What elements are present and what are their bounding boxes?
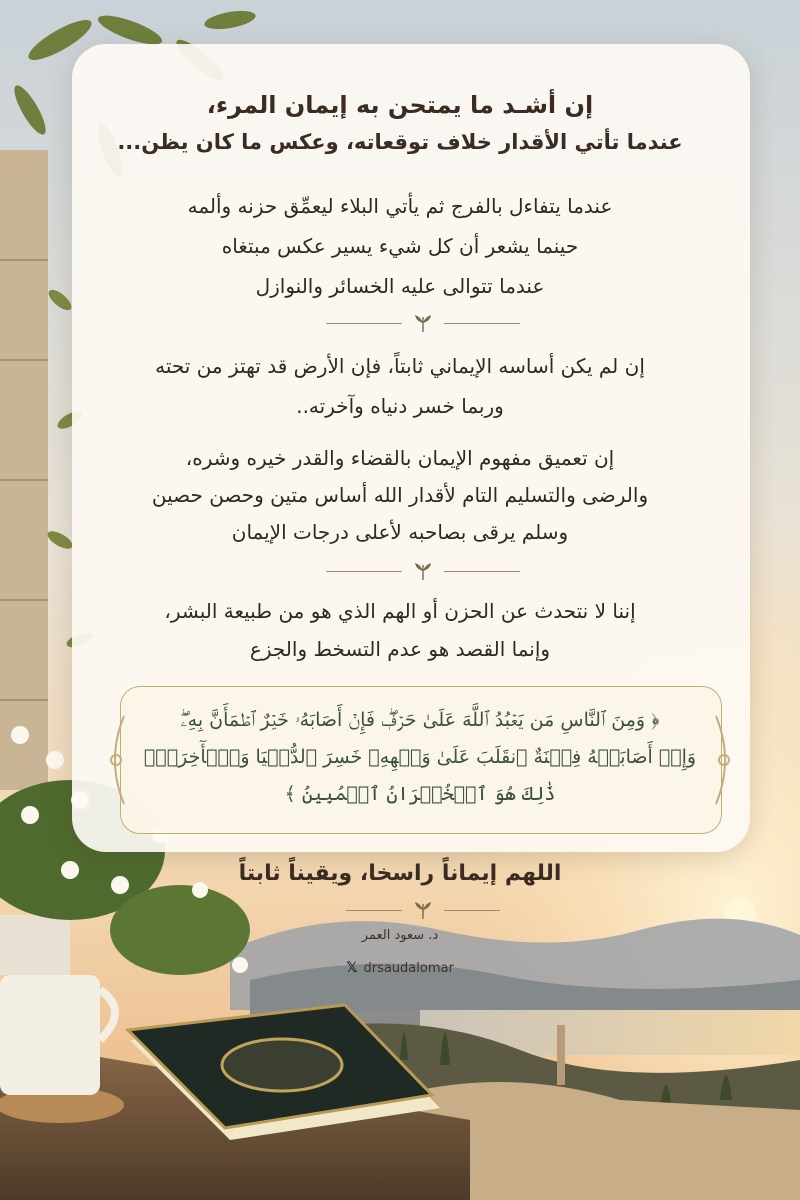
paragraph-line: وإنما القصد هو عدم التسخط والجزع	[249, 637, 551, 661]
verse-line: ﴿ وَمِنَ ٱلنَّاسِ مَن يَعۡبُدُ ٱللَّهَ عَلَىٰ حَرۡفٖۖ فَإِنۡ أَصَابَهُۥ خَيۡرٌ ٱطۡمَأَنَّ بِهِۦۖ	[180, 709, 660, 731]
sprig-icon	[412, 900, 434, 920]
paragraph-line: إننا لا نتحدث عن الحزن أو الهم الذي هو من طبيعة البشر،	[164, 599, 636, 623]
minaret	[557, 1025, 565, 1085]
paragraph-line: والرضى والتسليم التام لأقدار الله أساس متين وحصن حصين	[151, 483, 649, 507]
x-logo-icon: 𝕏	[346, 960, 358, 976]
quran-verse	[130, 702, 710, 813]
frame-ornament-icon	[712, 712, 736, 808]
ornament-divider	[326, 561, 520, 581]
closing-line: اللهم إيماناً راسخا، ويقيناً ثابتاً	[238, 861, 562, 886]
social-handle[interactable]	[0, 960, 800, 976]
subtitle-line: عندما تأتي الأقدار خلاف توقعاته، وعكس ما كان يظن...	[117, 130, 683, 154]
paragraph-line: وربما خسر دنياه وآخرته..	[296, 394, 504, 418]
paragraph-grief	[0, 592, 800, 668]
paragraph-line: حينما يشعر أن كل شيء يسير عكس مبتغاه	[221, 234, 579, 258]
closing-prayer	[0, 858, 800, 890]
paragraph-trials	[0, 186, 800, 306]
ornament-divider	[326, 313, 520, 333]
handle-text: drsaudalomar	[363, 961, 454, 976]
verse-line: ذَٰلِكَ هُوَ ٱلۡخُسۡرَانُ ٱلۡمُبِينُ ﴾	[284, 783, 556, 805]
sprig-icon	[412, 313, 434, 333]
paragraph-line: وسلم يرقى بصاحبه لأعلى درجات الإيمان	[231, 520, 569, 544]
card-title	[0, 88, 800, 162]
paragraph-foundation	[0, 346, 800, 426]
paragraph-line: عندما تتوالى عليه الخسائر والنوازل	[255, 274, 545, 298]
verse-line: وَإِنۡ أَصَابَتۡهُ فِتۡنَةٌ ٱنقَلَبَ عَلَىٰ وَجۡهِهِۦ خَسِرَ ٱلدُّنۡيَا وَٱلۡأٓخِرَةَۚ	[143, 746, 697, 768]
paragraph-line: إن تعميق مفهوم الإيمان بالقضاء والقدر خيره وشره،	[185, 446, 615, 470]
frame-ornament-icon	[104, 712, 128, 808]
paragraph-qadr	[0, 440, 800, 551]
paragraph-line: إن لم يكن أساسه الإيماني ثابتاً، فإن الأرض قد تهتز من تحته	[155, 354, 645, 378]
author-name: د. سعود العمر	[361, 928, 439, 943]
title-line: إن أشـد ما يمتحن به إيمان المرء،	[206, 91, 594, 119]
sprig-icon	[412, 561, 434, 581]
paragraph-line: عندما يتفاءل بالفرج ثم يأتي البلاء ليعمِّق حزنه وألمه	[187, 194, 613, 218]
tea-cup	[0, 975, 100, 1095]
ornament-divider	[326, 900, 520, 920]
